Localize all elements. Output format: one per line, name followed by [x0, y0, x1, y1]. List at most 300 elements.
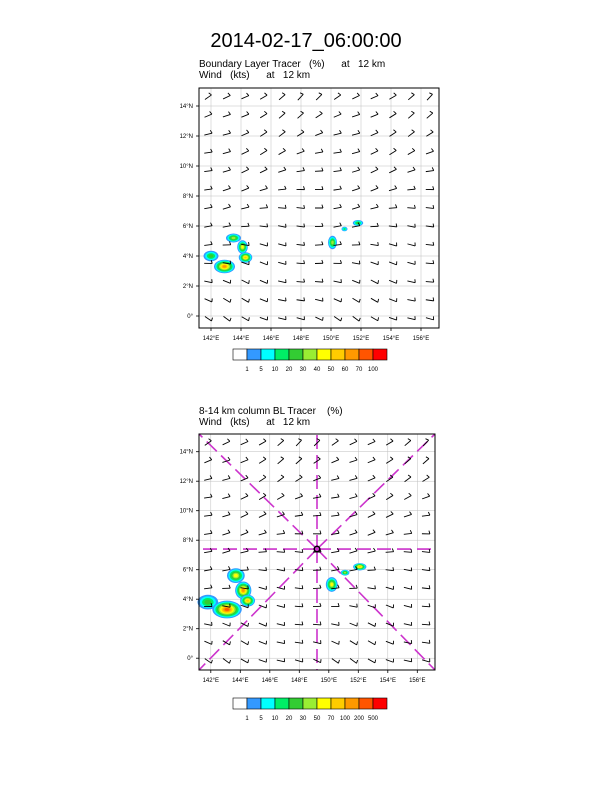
y-tick-label: 0° [187, 314, 193, 320]
wind-barb [394, 148, 397, 150]
tracer-blob [204, 600, 211, 605]
wind-barb [298, 94, 303, 100]
wind-barb [260, 317, 268, 320]
colorbar-swatch [289, 349, 303, 360]
wind-barb [295, 588, 303, 589]
wind-barb [425, 439, 428, 440]
wind-barb [422, 660, 430, 662]
tracer-blob [223, 265, 227, 267]
wind-barb [263, 457, 266, 459]
wind-barb [241, 551, 249, 553]
wind-barb [246, 511, 248, 514]
wind-barb [278, 170, 286, 173]
panel2-title-line2: Wind (kts) at 12 km [199, 417, 311, 428]
wind-barb [223, 133, 231, 135]
wind-barb [371, 298, 378, 302]
wind-barb [357, 660, 358, 663]
wind-barb [247, 112, 249, 115]
colorbar-swatch [345, 349, 359, 360]
center-marker [315, 547, 319, 551]
wind-barb [246, 439, 248, 442]
wind-barb [341, 318, 342, 321]
wind-barb [339, 111, 341, 114]
wind-barb [278, 440, 284, 445]
wind-barb [278, 318, 286, 320]
wind-barb [368, 460, 375, 463]
wind-barb [264, 530, 266, 533]
wind-barb [427, 94, 432, 100]
wind-barb [320, 603, 321, 606]
wind-barb [248, 659, 249, 662]
wind-barb [412, 130, 415, 132]
wind-barb [427, 475, 430, 477]
wind-barb [340, 241, 341, 244]
wind-barb [242, 298, 249, 302]
y-tick-label: 4°N [182, 597, 193, 604]
wind-barb [392, 548, 393, 551]
colorbar-label: 20 [285, 716, 293, 722]
wind-barb [260, 299, 267, 302]
wind-barb [331, 460, 338, 463]
wind-barb [426, 263, 434, 264]
wind-barb [423, 440, 428, 446]
wind-barb [331, 624, 339, 626]
wind-barb [338, 660, 339, 663]
wind-barb [297, 318, 305, 320]
wind-barb [260, 151, 267, 155]
wind-barb [390, 439, 393, 441]
wind-barb [433, 279, 434, 282]
wind-barb [422, 552, 430, 553]
wind-barb [404, 496, 411, 500]
wind-barb [297, 300, 305, 301]
wind-barb [349, 606, 357, 607]
colorbar-swatch [233, 698, 247, 709]
wind-barb [247, 567, 248, 570]
x-tick-label: 142°E [202, 678, 220, 684]
colorbar-label: 200 [353, 716, 365, 722]
wind-barb [352, 96, 359, 99]
wind-barb [368, 623, 375, 627]
wind-barb [277, 624, 285, 626]
wind-barb [304, 224, 305, 227]
colorbar-swatch [303, 349, 317, 360]
wind-barb [358, 130, 360, 133]
wind-barb [277, 642, 285, 644]
wind-barb [368, 588, 376, 589]
wind-barb [277, 605, 285, 607]
wind-barb [322, 186, 323, 189]
wind-barb [359, 318, 360, 321]
wind-barb [260, 244, 268, 246]
wind-barb [322, 279, 323, 282]
wind-barb [426, 318, 434, 320]
wind-barb [223, 96, 230, 99]
wind-barb [352, 114, 360, 116]
wind-barb [426, 208, 434, 209]
wind-barb [260, 262, 267, 265]
wind-barb [376, 167, 378, 170]
wind-barb [223, 441, 230, 444]
x-tick-label: 146°E [261, 678, 279, 684]
wind-barb [422, 588, 430, 589]
wind-barb [249, 280, 250, 283]
wind-barb [301, 130, 304, 132]
wind-barb [349, 496, 357, 498]
wind-barb [295, 477, 302, 481]
wind-barb [378, 242, 379, 245]
colorbar-swatch [317, 698, 331, 709]
wind-barb [228, 185, 230, 188]
wind-barb [223, 316, 229, 321]
wind-barb [241, 641, 248, 645]
wind-barb [404, 605, 412, 607]
panel1-colorbar [232, 348, 404, 380]
wind-barb [337, 475, 339, 478]
wind-barb [222, 515, 230, 517]
wind-barb [422, 606, 430, 607]
wind-barb [353, 316, 359, 321]
wind-barb [283, 530, 284, 533]
wind-barb [373, 493, 375, 496]
wind-barb [368, 514, 375, 517]
wind-barb [368, 641, 375, 645]
wind-barb [410, 512, 412, 515]
wind-barb [320, 531, 321, 534]
wind-barb [373, 530, 375, 533]
wind-barb [242, 280, 249, 284]
wind-barb [241, 207, 249, 209]
wind-barb [355, 530, 357, 533]
wind-barb [426, 151, 434, 154]
wind-barb [246, 148, 248, 151]
wind-barb [429, 567, 430, 570]
panel1-title-line1: Boundary Layer Tracer (%) at 12 km [199, 59, 386, 70]
wind-barb [408, 170, 416, 172]
colorbar-swatch [233, 349, 247, 360]
wind-barb [376, 204, 378, 207]
wind-barb [277, 587, 285, 589]
colorbar-label: 60 [341, 367, 349, 373]
wind-barb [282, 512, 284, 515]
wind-barb [248, 585, 249, 588]
wind-barb [332, 659, 339, 664]
wind-barb [298, 113, 304, 118]
wind-barb [428, 512, 430, 515]
wind-barb [373, 511, 375, 514]
wind-barb [378, 280, 379, 283]
wind-barb [375, 659, 376, 662]
wind-barb [229, 130, 231, 133]
wind-barb [352, 133, 360, 135]
wind-barb [282, 93, 285, 95]
colorbar-label: 50 [313, 716, 321, 722]
wind-barb [315, 282, 323, 283]
wind-barb [371, 151, 378, 154]
wind-barb [241, 441, 248, 444]
wind-barb [331, 641, 338, 644]
wind-barb [247, 185, 249, 188]
wind-barb [228, 93, 230, 96]
wind-barb [300, 475, 303, 477]
wind-barb [263, 439, 266, 441]
wind-barb [390, 457, 393, 459]
wind-barb [378, 317, 379, 320]
wind-barb [241, 496, 248, 499]
wind-barb [395, 204, 396, 207]
wind-barb [426, 244, 434, 245]
wind-barb [352, 280, 359, 283]
y-tick-label: 0° [187, 656, 193, 663]
wind-barb [321, 130, 323, 133]
wind-barb [404, 514, 412, 516]
wind-barb [298, 439, 301, 440]
y-tick-label: 6°N [182, 224, 193, 230]
wind-barb [350, 623, 357, 626]
y-tick-label: 14°N [179, 449, 193, 456]
wind-barb [265, 186, 267, 189]
wind-barb [241, 188, 248, 191]
wind-barb [426, 300, 434, 301]
tracer-blob [344, 572, 346, 574]
wind-barb [376, 148, 378, 151]
wind-barb [242, 317, 249, 321]
x-tick-label: 152°E [352, 336, 370, 342]
x-tick-label: 150°E [320, 678, 338, 684]
wind-barb [376, 130, 378, 133]
wind-barb [223, 152, 231, 154]
wind-barb [409, 493, 412, 495]
wind-barb [223, 298, 230, 302]
wind-barb [358, 167, 360, 170]
wind-barb [368, 441, 375, 444]
wind-barb [301, 512, 303, 515]
y-tick-label: 12°N [179, 479, 193, 486]
wind-barb [429, 640, 430, 643]
wind-barb [277, 533, 285, 534]
wind-barb [411, 93, 414, 95]
wind-barb [295, 496, 303, 499]
y-tick-label: 12°N [179, 134, 193, 140]
wind-barb [340, 260, 341, 263]
wind-barb [241, 460, 248, 463]
wind-barb [295, 515, 303, 516]
wind-barb [390, 132, 397, 136]
wind-barb [228, 494, 230, 497]
wind-barb [230, 318, 231, 321]
wind-barb [375, 641, 376, 644]
x-tick-label: 142°E [202, 336, 220, 342]
wind-barb [407, 208, 415, 209]
wind-barb [355, 548, 357, 551]
wind-barb [315, 133, 322, 136]
wind-barb [282, 130, 285, 132]
wind-barb [331, 515, 339, 516]
wind-barb [386, 552, 394, 553]
wind-barb [228, 566, 230, 569]
wind-barb [386, 495, 393, 499]
wind-barb [302, 622, 303, 625]
wind-barb [352, 207, 360, 209]
wind-barb [359, 299, 360, 302]
wind-barb [264, 111, 267, 113]
wind-barb [375, 623, 376, 626]
wind-barb [319, 494, 321, 497]
wind-barb [315, 152, 323, 153]
wind-barb [378, 299, 379, 302]
wind-barb [412, 148, 415, 150]
wind-barb [334, 152, 342, 153]
tracer-blob [225, 608, 230, 611]
wind-barb [407, 189, 415, 190]
wind-barb [331, 497, 339, 498]
wind-barb [322, 205, 323, 208]
wind-barb [284, 167, 286, 170]
wind-barb [281, 457, 284, 459]
wind-barb [228, 112, 230, 115]
wind-barb [247, 93, 249, 96]
wind-barb [304, 297, 305, 300]
colorbar-label: 500 [367, 716, 379, 722]
wind-barb [353, 298, 360, 302]
wind-barb [370, 244, 378, 245]
wind-barb [222, 533, 230, 536]
colorbar-swatch [373, 698, 387, 709]
wind-barb [283, 148, 286, 150]
wind-barb [428, 493, 430, 496]
wind-barb [433, 224, 434, 227]
wind-barb [230, 641, 231, 644]
wind-barb [408, 151, 415, 155]
wind-barb [334, 207, 342, 208]
tracer-blob [358, 566, 361, 567]
wind-barb [249, 317, 250, 320]
tracer-blob [242, 589, 245, 592]
wind-barb [302, 640, 303, 643]
y-tick-label: 2°N [182, 626, 193, 633]
wind-barb [300, 493, 302, 496]
colorbar-label: 5 [259, 716, 263, 722]
wind-barb [338, 585, 339, 588]
wind-barb [408, 475, 411, 477]
wind-barb [426, 171, 434, 172]
wind-barb [357, 93, 359, 96]
wind-barb [357, 641, 358, 644]
x-tick-label: 148°E [291, 678, 308, 684]
colorbar-label: 30 [299, 716, 307, 722]
page-title: 2014-02-17_06:00:00 [210, 30, 402, 52]
wind-barb [282, 111, 285, 113]
wind-barb [426, 282, 434, 283]
wind-barb [355, 512, 357, 515]
wind-barb [350, 441, 357, 444]
wind-barb [389, 244, 397, 246]
y-tick-label: 4°N [182, 254, 193, 260]
wind-barb [278, 244, 286, 246]
wind-barb [229, 660, 230, 663]
wind-barb [303, 167, 305, 170]
x-tick-label: 144°E [232, 678, 249, 684]
wind-barb [281, 475, 284, 477]
wind-barb [331, 551, 339, 552]
wind-barb [241, 96, 248, 99]
wind-barb [334, 316, 341, 321]
y-tick-label: 8°N [182, 194, 193, 200]
wind-barb [355, 494, 357, 497]
wind-barb [320, 585, 321, 588]
wind-barb [430, 111, 433, 113]
wind-barb [352, 170, 360, 172]
x-tick-label: 154°E [379, 678, 397, 684]
wind-barb [297, 171, 305, 172]
wind-barb [332, 441, 339, 446]
wind-barb [391, 511, 393, 514]
wind-barb [249, 299, 250, 302]
wind-barb [278, 208, 286, 209]
wind-barb [241, 114, 248, 117]
wind-barb [350, 659, 356, 664]
colorbar-swatch [303, 698, 317, 709]
wind-barb [373, 475, 375, 478]
wind-barb [356, 585, 357, 588]
tracer-blob [246, 599, 249, 601]
wind-barb [246, 530, 248, 533]
wind-barb [297, 151, 305, 154]
wind-barb [405, 440, 411, 445]
wind-barb [247, 204, 249, 207]
wind-barb [295, 642, 303, 643]
wind-barb [260, 280, 267, 283]
colorbar-label: 30 [299, 367, 307, 373]
wind-barb [322, 241, 323, 244]
wind-barb [389, 262, 396, 265]
colorbar-swatch [247, 698, 261, 709]
wind-barb [358, 185, 360, 188]
wind-barb [433, 186, 434, 189]
wind-barb [320, 512, 321, 515]
wind-barb [389, 114, 396, 118]
wind-barb [433, 297, 434, 300]
wind-barb [249, 242, 250, 245]
colorbar-label: 100 [339, 716, 351, 722]
wind-barb [278, 262, 286, 264]
wind-barb [285, 186, 286, 189]
wind-barb [263, 493, 266, 495]
wind-barb [352, 188, 360, 191]
colorbar-swatch [261, 349, 275, 360]
wind-barb [429, 93, 432, 94]
wind-barb [229, 585, 230, 588]
wind-barb [304, 279, 305, 282]
wind-barb [334, 281, 342, 283]
tracer-blob [331, 241, 333, 245]
wind-barb [394, 93, 397, 95]
wind-barb [248, 623, 249, 626]
wind-barb [340, 186, 342, 189]
wind-barb [322, 260, 323, 263]
wind-barb [264, 93, 267, 95]
wind-barb [376, 185, 378, 188]
wind-barb [229, 223, 231, 226]
wind-barb [355, 439, 357, 442]
wind-barb [404, 587, 412, 589]
wind-barb [223, 280, 230, 283]
colorbar-swatch [345, 698, 359, 709]
wind-barb [313, 624, 321, 625]
wind-barb [411, 111, 414, 113]
wind-barb [394, 111, 397, 113]
wind-barb [241, 133, 248, 136]
